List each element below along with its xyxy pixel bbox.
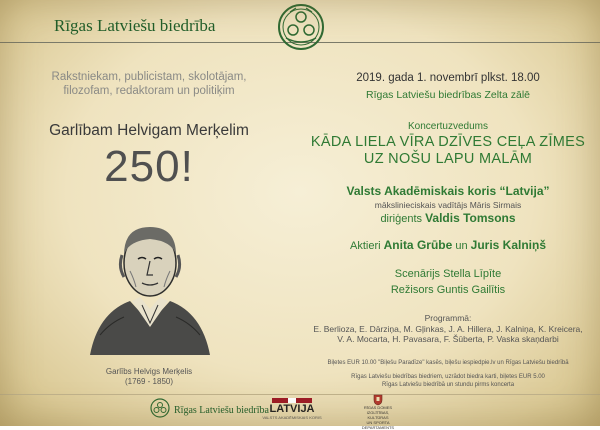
ticket-info: Biļetes EUR 10.00 "Biļešu Paradīze" kasēs, biļešu iespiedpie.lv un Rīgas Latviešu biedrībā (327, 360, 569, 366)
portrait-engraving (80, 205, 220, 355)
program-block (300, 313, 596, 345)
script-label: Scenārijs (394, 268, 441, 280)
society-logo-icon (150, 398, 170, 418)
choir-logo (262, 398, 322, 422)
program-label: Programmā: (424, 313, 472, 323)
dept-line-3: UN SPORTA DEPARTAMENTS (361, 420, 395, 430)
header-title: Rīgas Latviešu biedrība (54, 16, 216, 35)
actors-conjunction: un (455, 240, 468, 252)
director-line (300, 284, 596, 296)
actor-2-name: Juris Kalniņš (470, 238, 547, 252)
member-discount-line-1: Rīgas Latviešu biedrības biedriem, uzrādot biedra karti, biļetes EUR 5.00 (351, 374, 545, 380)
dedication-line-2: filozofam, redaktoram un politiķim (63, 85, 235, 97)
director-label: Režisors (390, 284, 434, 296)
script-author: Stella Līpīte (443, 268, 502, 280)
actor-1-name: Anita Grūbe (383, 238, 453, 252)
event-title-line-1: KĀDA LIELA VĪRA DZĪVES CEĻA ZĪMES (310, 134, 586, 150)
event-title (300, 134, 596, 168)
portrait-caption-name: Garlībs Helvigs Merķelis (105, 367, 193, 376)
director-name: Guntis Gailītis (436, 284, 506, 296)
actors-line (300, 238, 596, 252)
dept-line-2: IZGLĪTĪBAS, KULTŪRAS (366, 410, 390, 420)
footer-divider (0, 394, 600, 395)
anniversary-number: 250! (104, 142, 194, 191)
conductor-name: Valdis Tomsons (425, 211, 516, 225)
artistic-director: mākslinieciskais vadītājs Māris Sirmais (374, 200, 522, 210)
portrait-caption (14, 367, 284, 387)
city-department-logo (358, 394, 398, 430)
event-genre: Koncertuzvedums (407, 121, 489, 132)
society-emblem-icon (276, 2, 326, 52)
choir-logo-text: LATVIJA (269, 403, 315, 415)
choir-logo-subtext: VALSTS AKADĒMISKAIS KORIS (262, 415, 322, 420)
program-line-2: V. A. Mocarta, H. Pavasara, F. Šūberta, P. Vaska skaņdarbi (337, 334, 559, 344)
actors-label: Aktieri (349, 240, 381, 252)
event-date-time: 2019. gada 1. novembrī plkst. 18.00 (356, 72, 540, 84)
coat-of-arms-icon (373, 394, 383, 405)
choir-name: Valsts Akadēmiskais koris “Latvija” (346, 184, 550, 198)
conductor-label: diriģents (380, 213, 423, 225)
footer-society-name: Rīgas Latviešu biedrība (174, 405, 269, 416)
program-line-1: E. Berlioza, E. Dārziņa, M. Gļinkas, J. A. Hillera, J. Kalniņa, K. Kreicera, (313, 323, 583, 334)
portrait-caption-years: (1769 - 1850) (124, 377, 174, 386)
member-discount-info (300, 373, 596, 389)
conductor-line (300, 211, 596, 225)
script-line (300, 268, 596, 280)
event-venue: Rīgas Latviešu biedrības Zelta zālē (365, 89, 530, 101)
event-title-line-2: UZ NOŠU LAPU MALĀM (363, 151, 533, 167)
dept-line-1: RĪGAS DOMES (363, 405, 393, 410)
dedication-line-1: Rakstniekam, publicistam, skolotājam, (51, 71, 247, 83)
honoree-name: Garlībam Helvigam Merķelim (49, 122, 249, 139)
member-discount-line-2: Rīgas Latviešu biedrībā un stundu pirms koncerta (381, 382, 515, 388)
